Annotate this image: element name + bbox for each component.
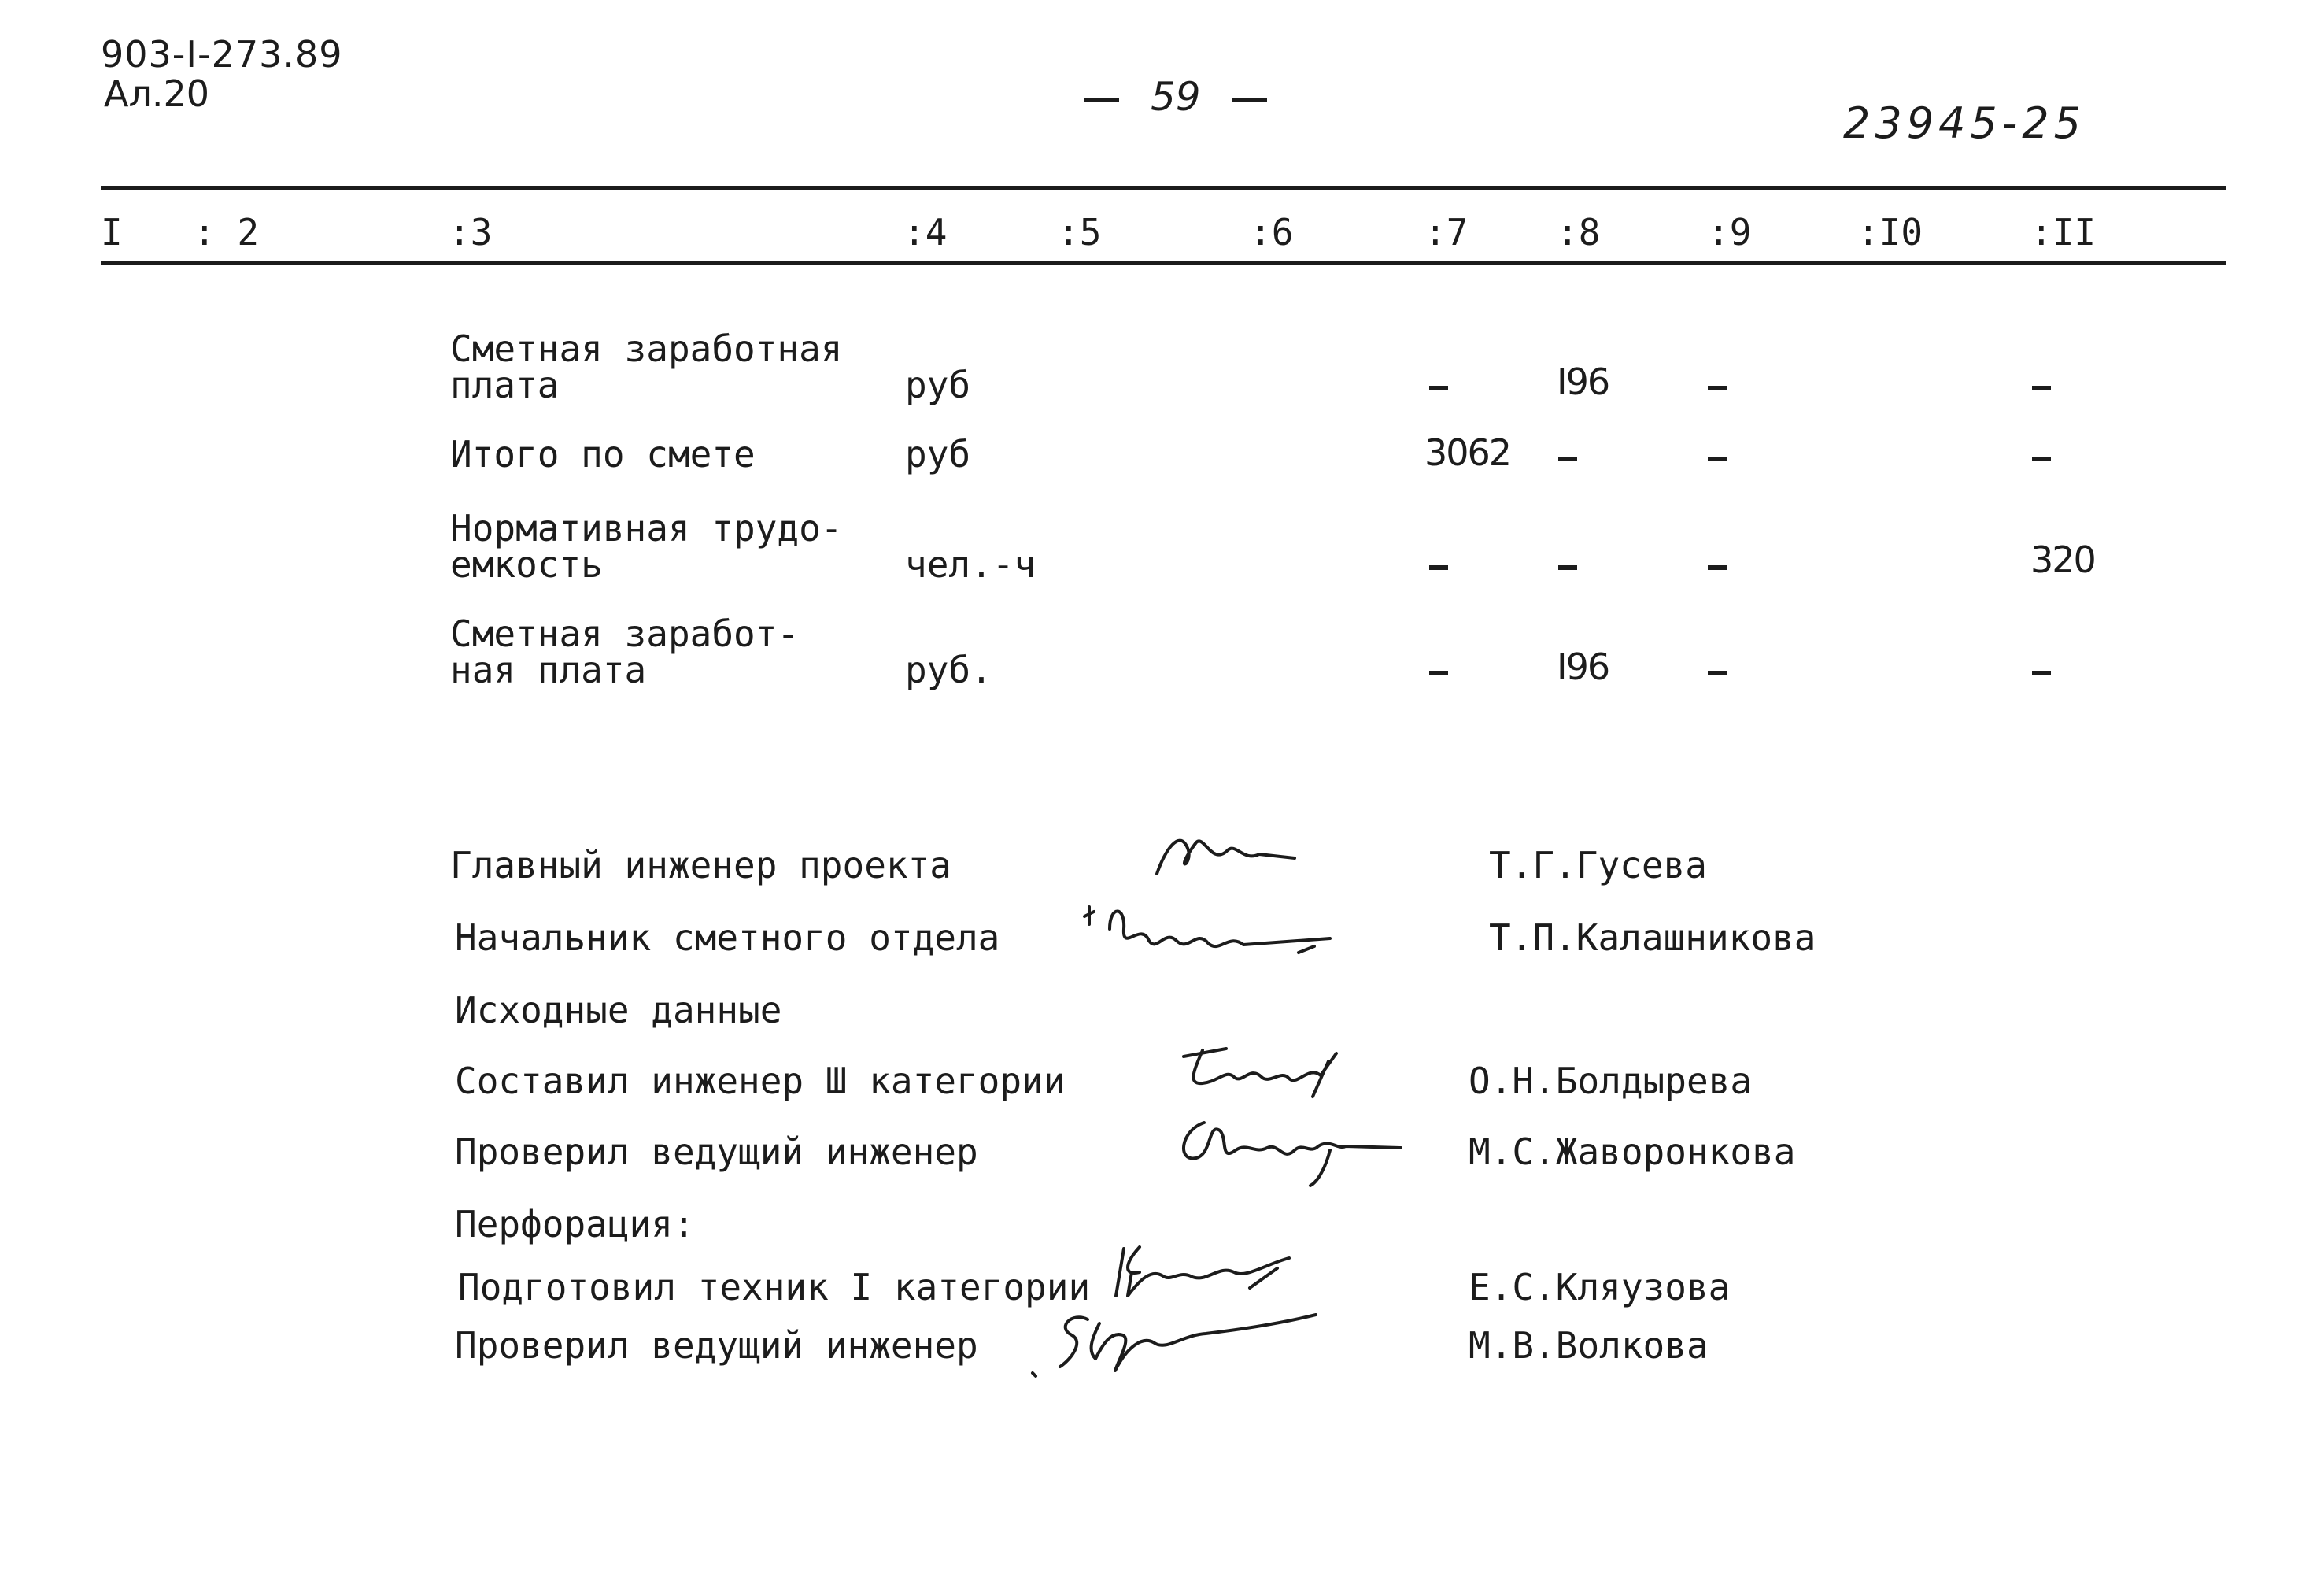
row-2-col11 <box>2032 435 2044 471</box>
signature-mark-1 <box>1149 819 1306 882</box>
row-3-col7-dash <box>1429 565 1448 570</box>
row-1-name-line-1: Сметная заработная <box>450 327 843 370</box>
row-2-col9 <box>1708 435 1720 471</box>
signature-name-4: О.Н.Болдырева <box>1469 1060 1753 1102</box>
row-2-col8-dash <box>1558 457 1577 461</box>
signature-mark-3 <box>1179 1038 1368 1101</box>
document-code: 903-I-273.89 <box>101 33 343 76</box>
row-2-unit: руб <box>905 433 971 475</box>
signature-mark-4 <box>1173 1107 1409 1193</box>
signature-mark-6 <box>1025 1304 1324 1382</box>
row-3-col9-dash <box>1708 565 1727 570</box>
row-1-name-line-2: плата <box>450 364 560 406</box>
column-header-11: :II <box>2030 211 2097 253</box>
column-header-10: :I0 <box>1857 211 1923 253</box>
column-header-7: :7 <box>1424 211 1469 253</box>
row-3-name-line-2: емкость <box>450 543 603 586</box>
row-4-unit: руб. <box>905 649 992 691</box>
row-1-unit: руб <box>905 364 971 406</box>
signature-role-2: Начальник сметного отдела <box>455 916 1000 959</box>
page-number <box>1053 74 1299 120</box>
table-header-rule <box>101 261 2226 265</box>
column-header-9: :9 <box>1708 211 1752 253</box>
row-1-col7-dash <box>1429 386 1448 390</box>
inventory-number: 23945-25 <box>1843 98 2086 148</box>
table-top-rule <box>101 186 2226 190</box>
row-3-col8 <box>1557 543 1568 579</box>
signature-role-4: Составил инженер Ш категории <box>455 1060 1066 1102</box>
row-1-col9-dash <box>1708 386 1727 390</box>
signature-name-7: Е.С.Кляузова <box>1469 1266 1731 1308</box>
page-number-value: 59 <box>1151 74 1201 120</box>
row-4-col9-dash <box>1708 671 1727 675</box>
signature-role-1: Главный инженер проекта <box>450 844 951 886</box>
row-2-col11-dash <box>2032 457 2051 461</box>
row-3-unit: чел.-ч <box>905 543 1036 586</box>
signature-role-3: Исходные данные <box>455 989 782 1031</box>
signature-role-5: Проверил ведущий инженер <box>455 1130 978 1173</box>
row-2-col8 <box>1557 435 1568 471</box>
row-2-name-line-1: Итого по смете <box>450 433 756 475</box>
row-4-col11 <box>2032 649 2044 685</box>
row-3-col9 <box>1708 543 1720 579</box>
row-1-col7 <box>1429 364 1441 400</box>
row-1-col11 <box>2032 364 2044 400</box>
row-1-col9 <box>1708 364 1720 400</box>
row-4-col7 <box>1429 649 1441 685</box>
column-header-8: :8 <box>1557 211 1601 253</box>
signature-name-2: Т.П.Калашникова <box>1489 916 1816 959</box>
row-4-col8: I96 <box>1557 646 1609 688</box>
row-2-col9-dash <box>1708 457 1727 461</box>
signature-name-1: Т.Г.Гусева <box>1489 844 1707 886</box>
signature-role-7: Подготовил техник I категории <box>458 1266 1091 1308</box>
signature-name-5: М.С.Жаворонкова <box>1469 1130 1796 1173</box>
column-header-3: :3 <box>449 211 493 253</box>
signature-role-8: Проверил ведущий инженер <box>455 1324 978 1367</box>
column-header-4: :4 <box>903 211 948 253</box>
page-dash-left <box>1084 98 1119 102</box>
signature-role-6: Перфорация: <box>455 1203 695 1245</box>
column-header-6: :6 <box>1250 211 1294 253</box>
row-4-col7-dash <box>1429 671 1448 675</box>
row-3-col11: 320 <box>2030 538 2095 581</box>
row-3-col7 <box>1429 543 1441 579</box>
row-3-name-line-1: Нормативная трудо- <box>450 507 843 549</box>
row-4-name-line-1: Сметная заработ- <box>450 612 800 655</box>
column-header-2: : 2 <box>194 211 260 253</box>
column-header-5: :5 <box>1058 211 1102 253</box>
row-4-name-line-2: ная плата <box>450 649 647 691</box>
row-3-col8-dash <box>1558 565 1577 570</box>
row-1-col11-dash <box>2032 386 2051 390</box>
page-dash-right <box>1232 98 1267 102</box>
row-1-col8: I96 <box>1557 361 1609 403</box>
signature-name-8: М.В.Волкова <box>1469 1324 1709 1367</box>
sheet-number: Ал.20 <box>104 72 210 115</box>
signature-mark-5 <box>1108 1241 1313 1304</box>
row-2-col7: 3062 <box>1424 431 1511 474</box>
row-4-col9 <box>1708 649 1720 685</box>
signature-mark-2 <box>1078 897 1338 968</box>
column-header-1: I <box>101 211 123 253</box>
row-4-col11-dash <box>2032 671 2051 675</box>
